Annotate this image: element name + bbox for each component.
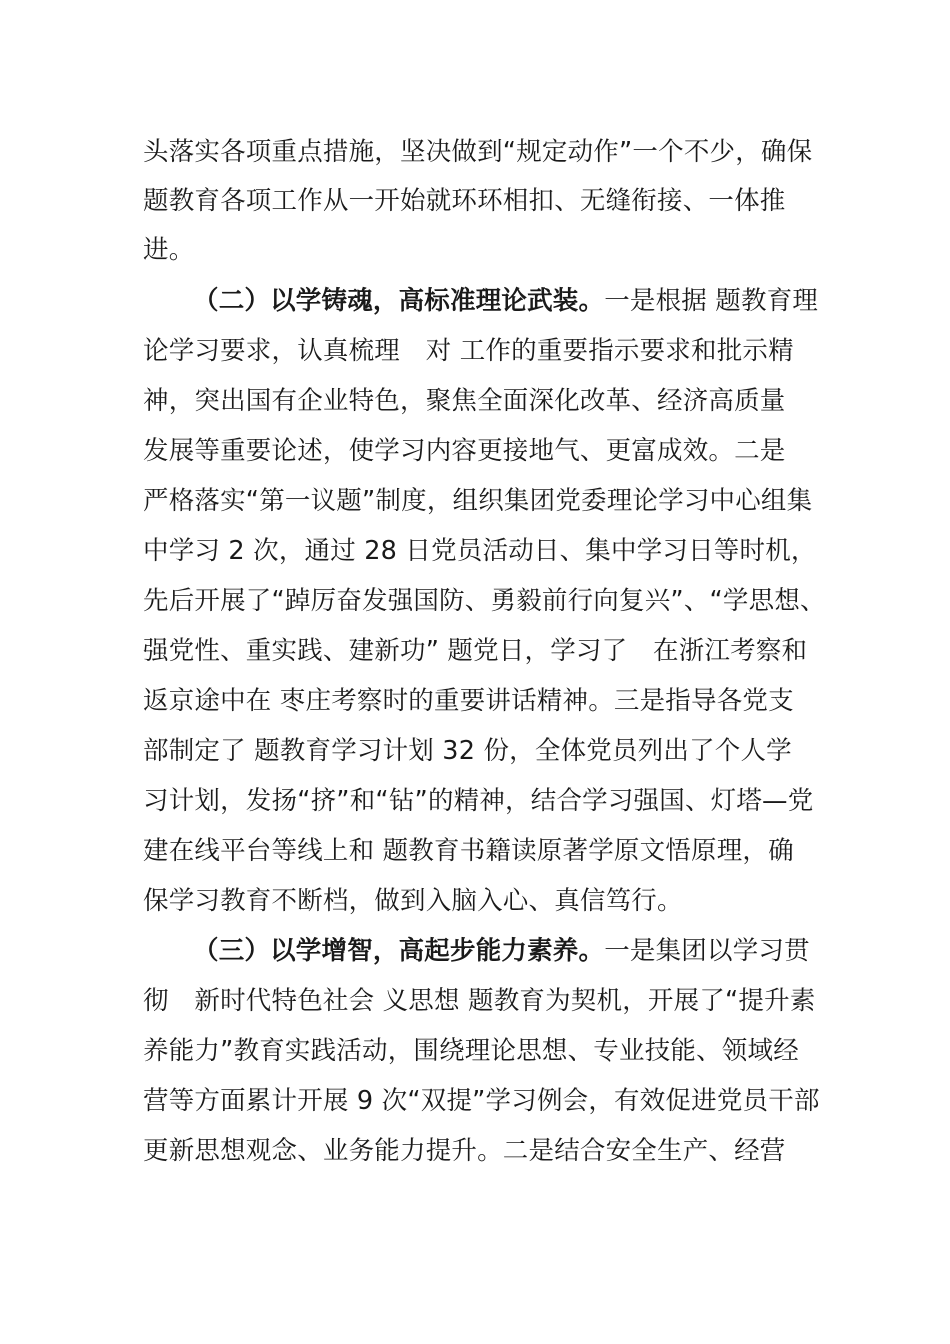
text-line: 习计划，发扬“挤”和“钻”的精神，结合学习强国、灯塔—党 (143, 786, 814, 816)
text-line: 养能力”教育实践活动，围绕理论思想、专业技能、领域经 (143, 1036, 799, 1066)
paragraph-3-heading: （三）以学增智，高起步能力素养。 (193, 936, 605, 966)
text-line: 题教育各项工作从一开始就环环相扣、无缝衔接、一体推 (143, 186, 786, 216)
text-line: 建在线平台等线上和 题教育书籍读原著学原文悟原理，确 (143, 836, 794, 866)
paragraph-3-start-text: 一是集团以学习贯 (604, 936, 810, 966)
text-line: 更新思想观念、业务能力提升。二是结合安全生产、经营 (143, 1136, 786, 1166)
text-line: 论学习要求，认真梳理 对 工作的重要指示要求和批示精 (143, 336, 794, 366)
text-line: 进。 (143, 235, 195, 265)
text-line: 彻 新时代特色社会 义思想 题教育为契机，开展了“提升素 (143, 986, 816, 1016)
text-line: 营等方面累计开展 9 次“双提”学习例会，有效促进党员干部 (143, 1086, 820, 1116)
text-line: 保学习教育不断档，做到入脑入心、真信笃行。 (143, 886, 683, 916)
text-line: 部制定了 题教育学习计划 32 份，全体党员列出了个人学 (143, 736, 792, 766)
paragraph-2-start-text: 一是根据 题教育理 (604, 286, 819, 316)
text-line: 头落实各项重点措施，坚决做到“规定动作”一个不少，确保 (143, 137, 813, 167)
paragraph-3-first-line (193, 931, 810, 971)
text-line: 中学习 2 次，通过 28 日党员活动日、集中学习日等时机， (143, 536, 817, 566)
text-line: 强党性、重实践、建新功” 题党日，学习了 在浙江考察和 (143, 636, 808, 666)
text-line: 发展等重要论述，使学习内容更接地气、更富成效。二是 (143, 436, 786, 466)
text-line: 返京途中在 枣庄考察时的重要讲话精神。三是指导各党支 (143, 686, 794, 716)
text-line: 神，突出国有企业特色，聚焦全面深化改革、经济高质量 (143, 386, 786, 416)
text-line: 先后开展了“踔厉奋发强国防、勇毅前行向复兴”、“学思想、 (143, 586, 826, 616)
paragraph-2-first-line (193, 281, 818, 321)
paragraph-2-heading: （二）以学铸魂，高标准理论武装。 (193, 286, 605, 316)
text-line: 严格落实“第一议题”制度，组织集团党委理论学习中心组集 (143, 486, 813, 516)
